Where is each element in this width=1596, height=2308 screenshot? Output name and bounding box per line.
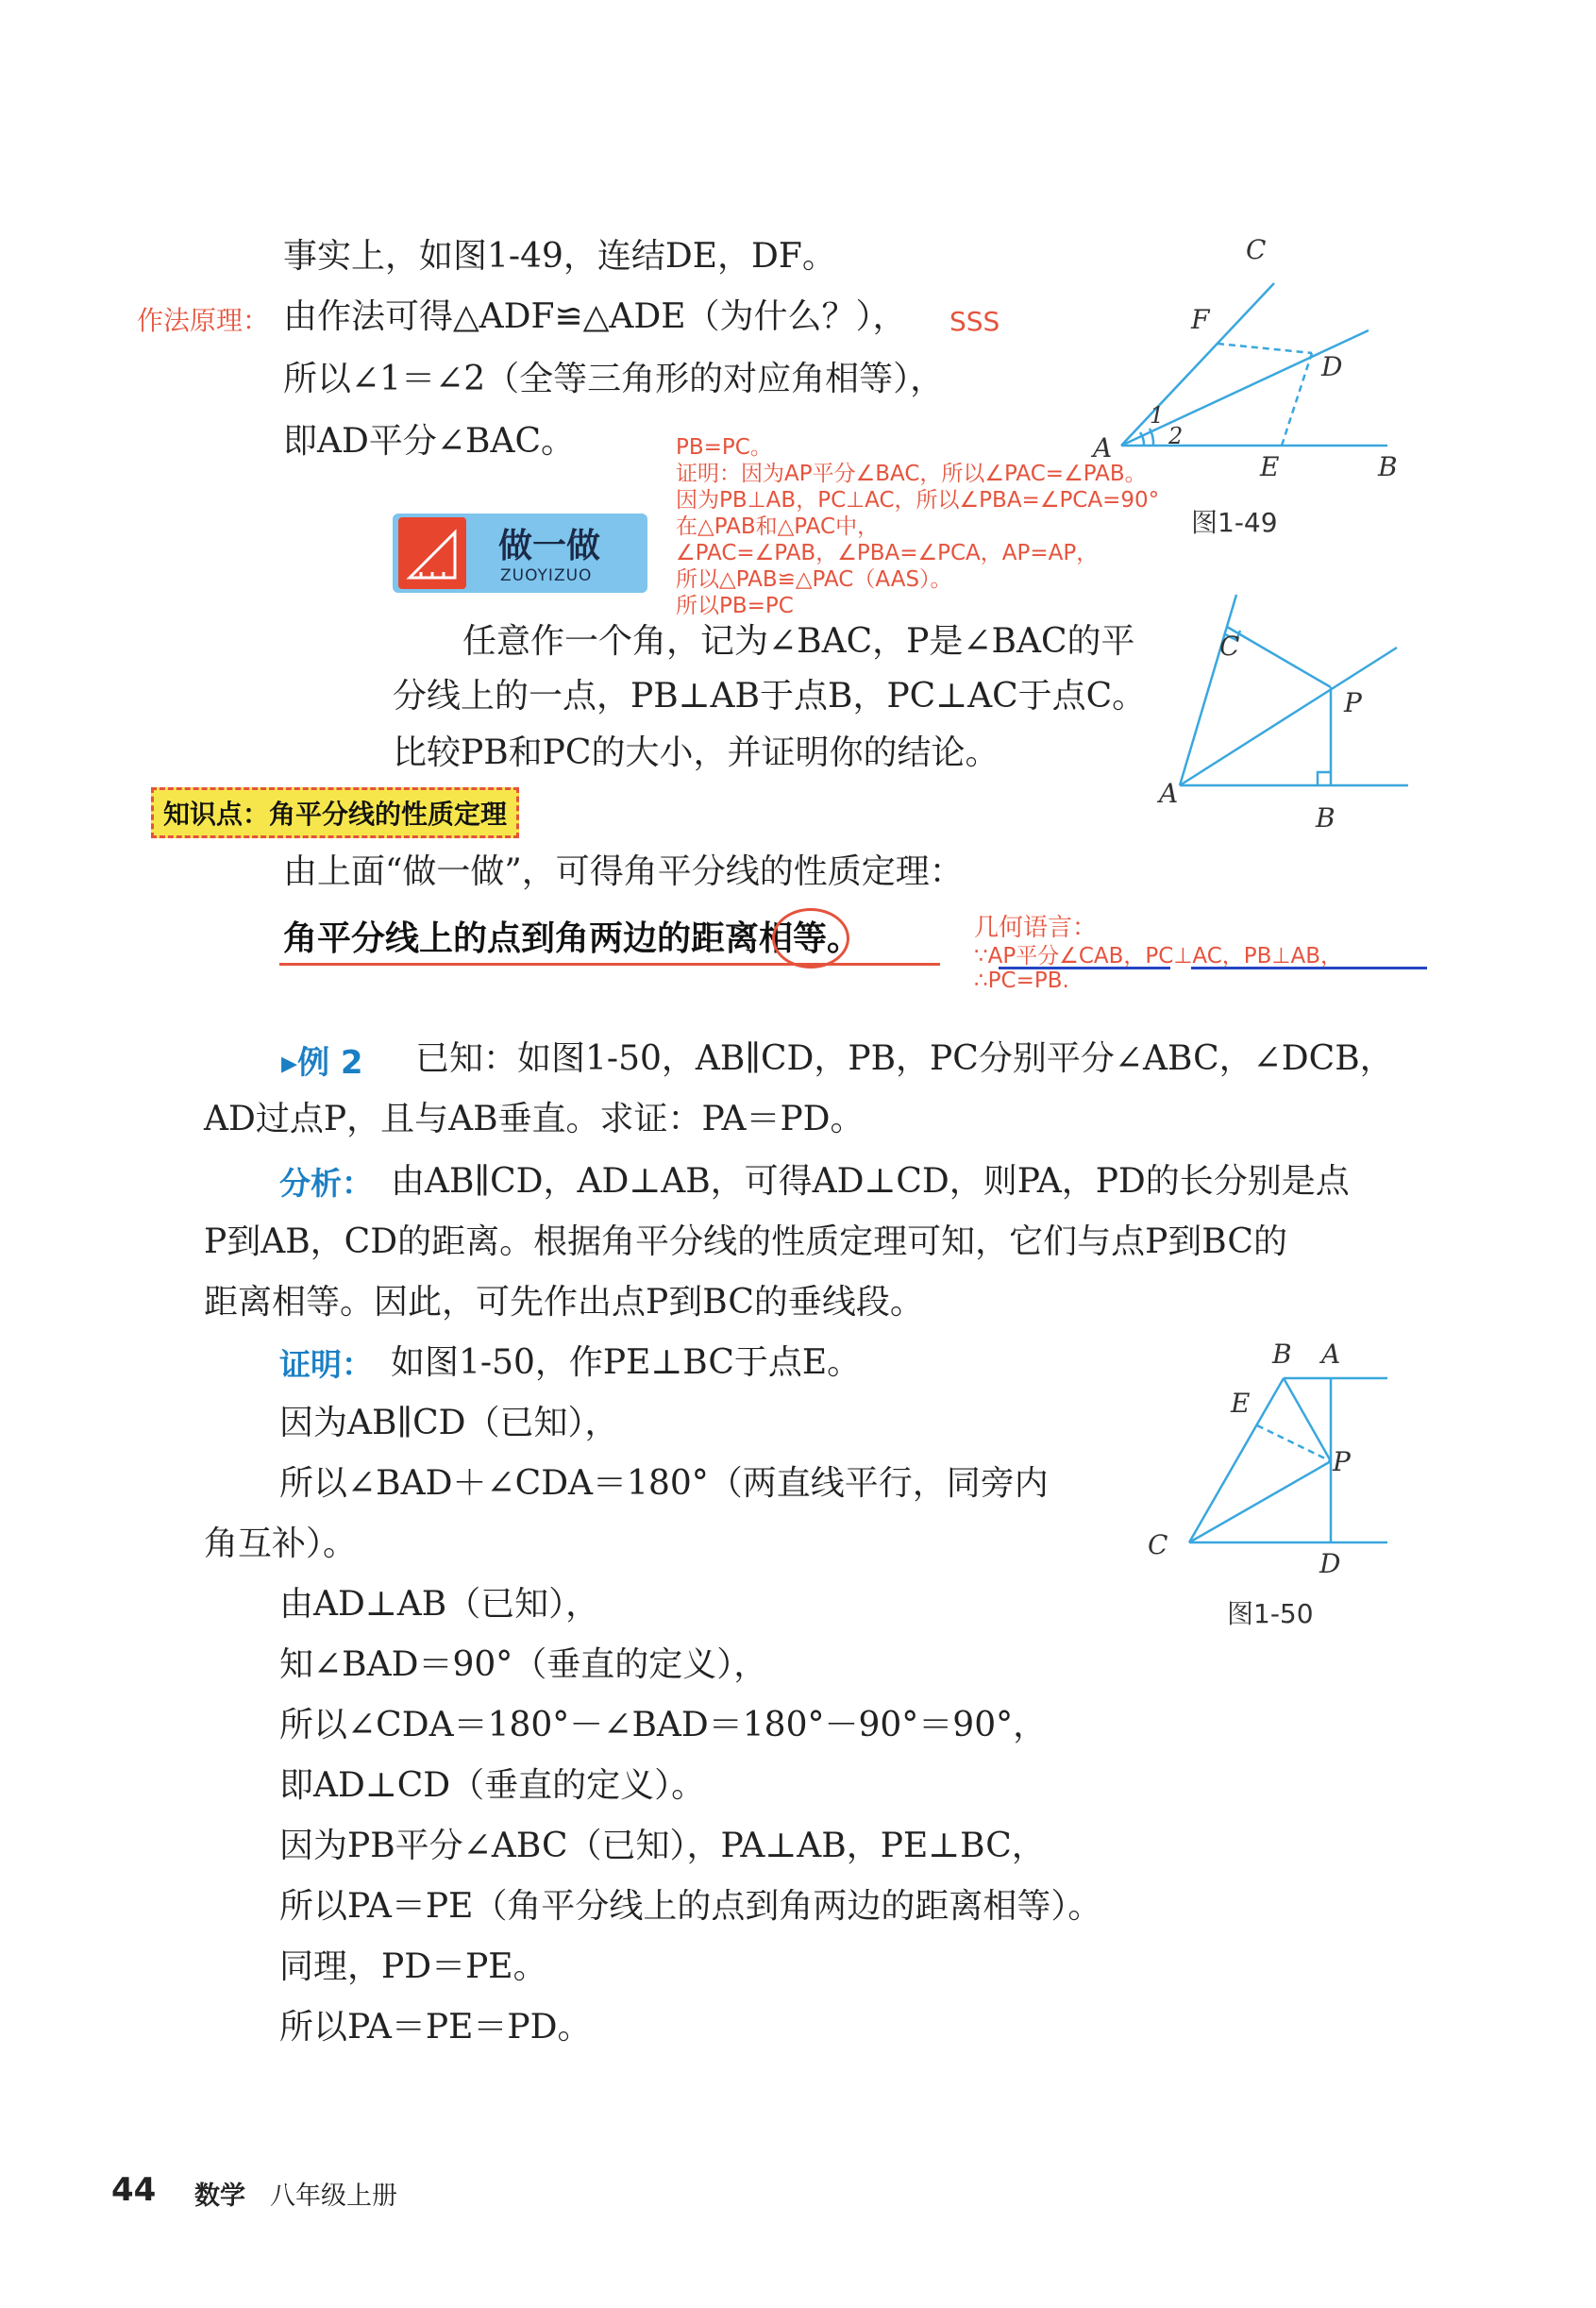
handwritten-proof — [676, 434, 1159, 619]
fig49-label-c: C — [1246, 234, 1267, 265]
text-line: 由作法可得△ADF≌△ADE（为什么？）， — [283, 297, 907, 336]
proof-line: 所以PA＝PE＝PD。 — [279, 2008, 592, 2047]
figure-1-50 — [1161, 1367, 1406, 1575]
fig49-label-b: B — [1378, 451, 1398, 482]
fig50-label-a: A — [1321, 1339, 1341, 1370]
fig50-label-p: P — [1333, 1446, 1351, 1477]
fig49-label-f: F — [1191, 304, 1210, 335]
text-line: 即AD平分∠BAC。 — [283, 422, 576, 461]
text-line: 已知：如图1-50，AB∥CD，PB，PC分别平分∠ABC，∠DCB， — [415, 1039, 1394, 1078]
proof-note-line: 证明：因为AP平分∠BAC，所以∠PAC=∠PAB。 — [676, 462, 1147, 486]
activity-banner — [393, 514, 647, 593]
text-line: 任意作一个角，记为∠BAC，P是∠BAC的平 — [462, 622, 1135, 661]
proof-note-line: 所以△PAB≌△PAC（AAS）。 — [676, 567, 952, 592]
proof-line: 因为PB平分∠ABC（已知），PA⊥AB，PE⊥BC， — [279, 1827, 1046, 1865]
text-line: 比较PB和PC的大小，并证明你的结论。 — [393, 733, 1000, 772]
activity-subtitle: ZUOYIZUO — [500, 566, 593, 585]
example-label: ▸例 2 — [281, 1044, 363, 1082]
proof-line: 同理，PD＝PE。 — [279, 1947, 547, 1986]
fig49-label-e: E — [1260, 451, 1280, 482]
theorem-statement: 角平分线上的点到角两边的距离相等。 — [283, 919, 862, 958]
figure-caption: 图1-49 — [1191, 507, 1278, 538]
footer-subject: 数学 — [194, 2182, 245, 2211]
proof-line: 由AD⊥AB（已知）， — [279, 1585, 600, 1624]
proof-label: 证明： — [279, 1346, 373, 1383]
proof-line: 角互补）。 — [204, 1525, 358, 1563]
footer-grade: 八年级上册 — [270, 2182, 397, 2211]
fig49-label-a: A — [1093, 432, 1113, 463]
proof-note-line: ∠PAC=∠PAB，∠PBA=∠PCA，AP=AP， — [676, 541, 1099, 565]
text-line: AD过点P，且与AB垂直。求证：PA＝PD。 — [204, 1100, 865, 1138]
proof-line: 所以∠BAD＋∠CDA＝180°（两直线平行，同旁内 — [279, 1464, 1049, 1503]
text-line: 由AB∥CD，AD⊥AB，可得AD⊥CD，则PA，PD的长分别是点 — [391, 1162, 1350, 1201]
fig49-label-2: 2 — [1168, 423, 1184, 449]
text-line: 事实上，如图1-49，连结DE，DF。 — [283, 237, 836, 276]
geo-note-line: ∵AP平分∠CAB，PC⊥AC，PB⊥AB， — [974, 944, 1342, 969]
act-label-p: P — [1344, 687, 1362, 718]
fig49-label-d: D — [1321, 351, 1343, 382]
text-line: P到AB，CD的距离。根据角平分线的性质定理可知，它们与点P到BC的 — [204, 1222, 1287, 1261]
note-principle: 作法原理： — [137, 305, 270, 336]
geo-note-title: 几何语言： — [974, 914, 1098, 942]
theorem-intro: 由上面“做一做”，可得角平分线的性质定理： — [283, 852, 964, 891]
note-sss: SSS — [949, 306, 1000, 337]
act-label-a: A — [1159, 778, 1179, 809]
geo-note-line: ∴PC=PB. — [974, 969, 1069, 993]
activity-title: 做一做 — [498, 527, 601, 565]
act-label-c: C — [1219, 631, 1240, 662]
fig50-label-e: E — [1231, 1388, 1251, 1419]
figure-activity — [1161, 585, 1425, 802]
text-line: 距离相等。因此，可先作出点P到BC的垂线段。 — [204, 1283, 924, 1322]
distance-circle-mark — [772, 908, 849, 969]
page-number: 44 — [111, 2171, 157, 2209]
fig50-label-b: B — [1272, 1339, 1292, 1370]
fig50-label-c: C — [1148, 1529, 1168, 1560]
fig50-label-d: D — [1319, 1548, 1341, 1579]
analysis-label: 分析： — [279, 1165, 373, 1202]
figure-caption: 图1-50 — [1227, 1598, 1314, 1629]
knowledge-tag: 知识点：角平分线的性质定理 — [151, 787, 519, 838]
fig49-label-1: 1 — [1150, 402, 1165, 429]
proof-note-line: 因为PB⊥AB，PC⊥AC，所以∠PBA=∠PCA=90° — [676, 488, 1160, 513]
text-line: 所以∠1＝∠2（全等三角形的对应角相等）， — [283, 360, 945, 398]
proof-line: 即AD⊥CD（垂直的定义）。 — [279, 1766, 706, 1805]
ruler-icon — [398, 517, 466, 589]
proof-line: 知∠BAD＝90°（垂直的定义）， — [279, 1645, 768, 1684]
text-line: 分线上的一点，PB⊥AB于点B，PC⊥AC于点C。 — [393, 677, 1147, 716]
proof-line: 所以∠CDA＝180°－∠BAD＝180°－90°＝90°， — [279, 1706, 1048, 1744]
text-line: 如图1-50，作PE⊥BC于点E。 — [391, 1343, 862, 1382]
proof-line: 因为AB∥CD（已知）， — [279, 1404, 619, 1442]
proof-line: 所以PA＝PE（角平分线上的点到角两边的距离相等）。 — [279, 1887, 1102, 1926]
act-label-b: B — [1316, 802, 1336, 834]
theorem-underline — [279, 963, 940, 966]
geo-underline-2 — [1191, 967, 1427, 969]
proof-note-line: 在△PAB和△PAC中， — [676, 514, 880, 539]
proof-note-line: 所以PB=PC — [676, 594, 794, 618]
proof-note-line: PB=PC。 — [676, 435, 772, 460]
